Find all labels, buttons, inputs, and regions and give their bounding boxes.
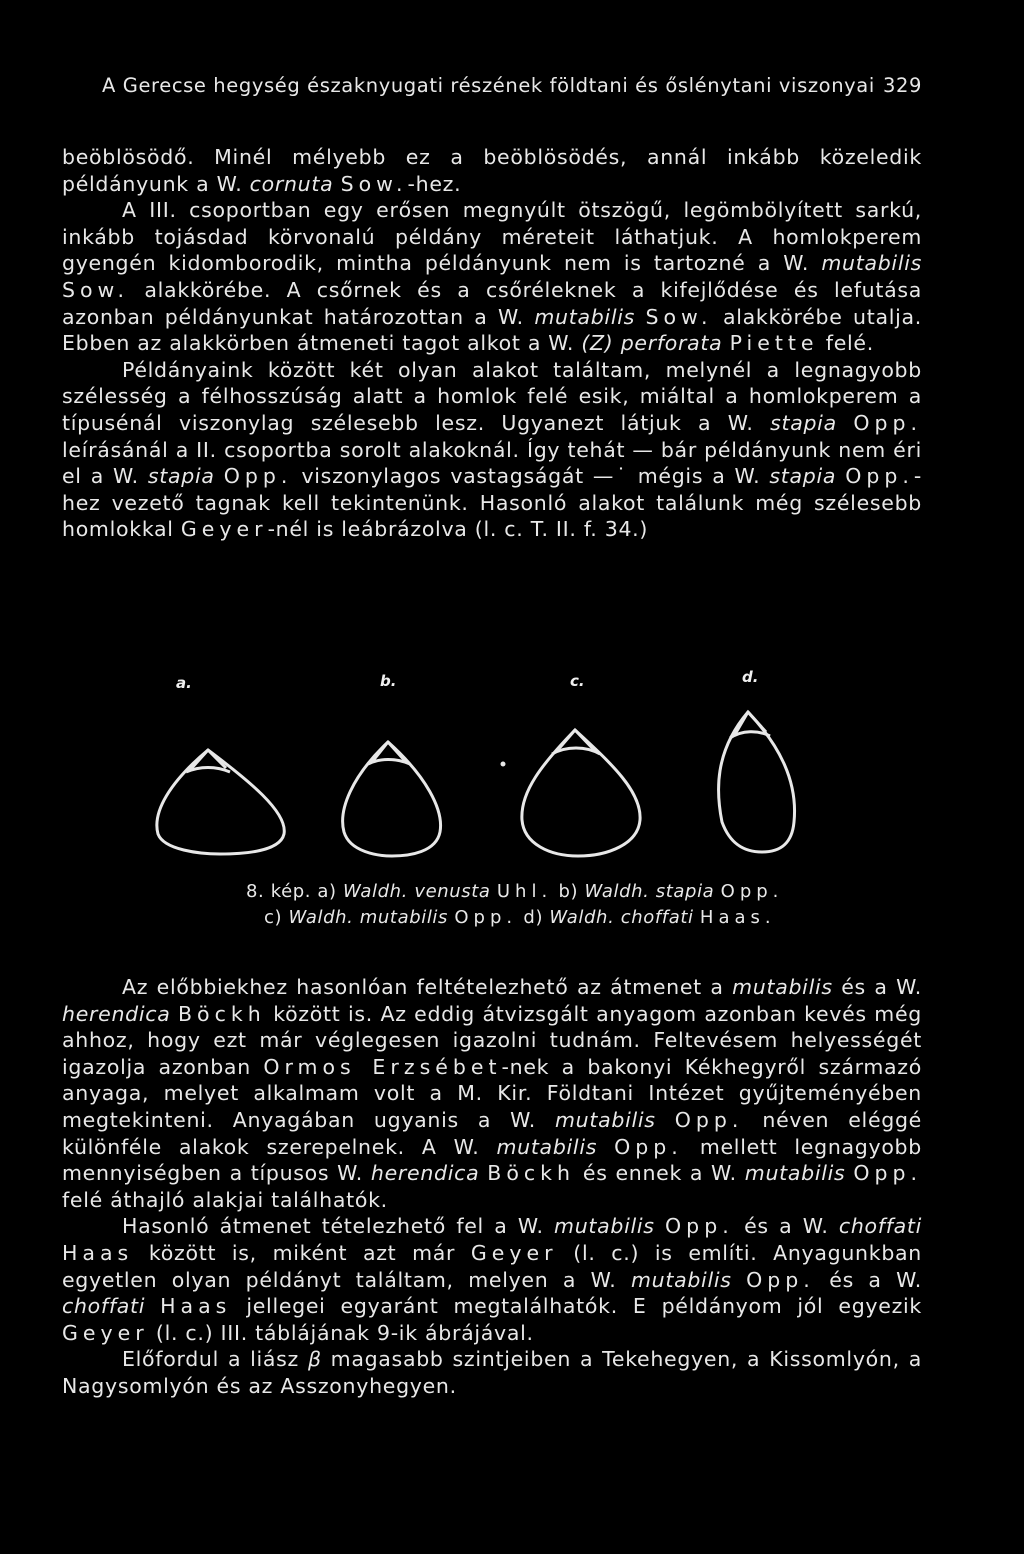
- figure-caption-line-1: [246, 880, 866, 904]
- italic-text: mutabilis: [555, 1107, 656, 1132]
- text-run: [215, 464, 224, 488]
- spaced-name: Geyer: [62, 1320, 149, 1345]
- text-run: jellegei egyaránt megtalálhatók. E példányom jól egyezik: [231, 1294, 922, 1319]
- text-run: alakkörébe. A csőrnek és a csőréleknek a kifejlődése és lefutása azonban példányunkat határozottan a W.: [62, 277, 922, 329]
- text-run: Előfordul a liász: [122, 1347, 308, 1372]
- spaced-name: Opp.: [720, 881, 784, 902]
- spaced-name: Sow.: [62, 277, 129, 302]
- text-run: -hez.: [407, 171, 462, 196]
- text-run: viszonylagos vastagságát —˙ mégis a W.: [292, 464, 770, 489]
- italic-text: mutabilis: [732, 975, 833, 999]
- text-run: és a W.: [733, 1214, 839, 1239]
- paragraph: [62, 1213, 922, 1346]
- text-run: b): [552, 881, 585, 902]
- text-run: között is. Az eddig átvizsgált anyagom azonban kevés még ahhoz, hogy ezt már véglegesen igazolni tudnám. Feltevésem helyességét igazolja azonban: [62, 1001, 923, 1079]
- spaced-name: Opp.: [223, 464, 293, 489]
- spaced-name: Ormos Erzsébet: [263, 1054, 502, 1079]
- figure-8: [130, 668, 810, 862]
- italic-text: Waldh. stapia: [584, 881, 715, 902]
- spaced-name: Piette: [729, 331, 819, 356]
- body-text-top: [62, 144, 922, 543]
- text-run: leírásánál a II. csoportba sorolt alakoknál. Így tehát — bár példányunk nem éri el a W.: [62, 437, 922, 489]
- text-run: [635, 305, 645, 329]
- text-run: és a W.: [832, 975, 922, 999]
- text-run: néven eléggé különféle alakok szerepelnek. A W.: [62, 1107, 922, 1159]
- text-run: között is, miként azt már: [133, 1240, 471, 1265]
- paragraph: [62, 1346, 922, 1399]
- text-run: (l. c.) is említi. Anyagunkban egyetlen olyan példányt találtam, melyen a W.: [62, 1240, 922, 1292]
- italic-text: herendica: [62, 1001, 171, 1026]
- spaced-name: Opp.: [853, 410, 922, 435]
- text-run: felé áthajló alakjai találhatók.: [62, 1187, 388, 1212]
- outline-a: [157, 750, 284, 854]
- italic-text: mutabilis: [630, 1267, 732, 1292]
- text-run: 8. kép. a): [246, 881, 343, 902]
- text-run: magasabb szintjeiben a Tekehegyen, a Kissomlyón, a Nagysomlyón és az Asszonyhegyen.: [62, 1347, 922, 1398]
- italic-text: Waldh. mutabilis: [288, 907, 449, 928]
- outline-c: [522, 730, 640, 856]
- spaced-name: Opp.: [614, 1134, 683, 1159]
- running-header: [102, 74, 922, 97]
- brachiopod-outlines: [130, 672, 810, 862]
- text-run: (l. c.) III. táblájának 9-ik ábrájával.: [148, 1320, 534, 1345]
- figure-caption-line-2: [264, 906, 884, 930]
- figure-label-d: d.: [742, 668, 759, 686]
- italic-text: choffati: [62, 1294, 146, 1319]
- text-run: Hasonló átmenet tételezhető fel a W.: [122, 1214, 555, 1239]
- text-run: [170, 1002, 178, 1026]
- text-run: [597, 1135, 614, 1159]
- italic-text: mutabilis: [744, 1161, 846, 1186]
- paragraph: [62, 197, 922, 357]
- text-run: alakkörébe utalja. Ebben az alakkörben átmeneti tagot alkot a W.: [62, 304, 922, 356]
- italic-text: (Z) perforata: [581, 331, 723, 356]
- spaced-name: Opp.: [746, 1267, 815, 1292]
- paragraph: [62, 144, 922, 197]
- figure-label-c: c.: [570, 672, 585, 690]
- italic-text: Waldh. venusta: [343, 881, 491, 902]
- text-run: -nek a bakonyi Kékhegyről származó anyaga, melyet alkalmam volt a M. Kir. Földtani Intézet gyűjteményében megtekinteni. Anyagában ugyanis a W.: [62, 1054, 923, 1132]
- text-run: [722, 331, 729, 355]
- italic-text: Waldh. choffati: [549, 907, 694, 928]
- text-run: [837, 411, 853, 435]
- spaced-name: Opp.: [674, 1107, 744, 1132]
- outline-d: [719, 712, 795, 852]
- running-title: A Gerecse hegység északnyugati részének földtani és őslénytani viszonyai: [102, 74, 875, 97]
- spaced-name: Haas.: [699, 907, 776, 928]
- italic-text: stapia: [769, 464, 837, 489]
- spaced-name: Opp.: [454, 907, 518, 928]
- paragraph: [62, 974, 922, 1213]
- text-run: [656, 1108, 675, 1132]
- text-run: [836, 464, 845, 488]
- text-run: A III. csoportban egy erősen megnyúlt ötszögű, legömbölyített sarkú, inkább tojásdad körvonalú példány méreteit láthatjuk. A homlokperem gyengén kidomborodik, mintha példányunk nem is tartozné a W.: [62, 198, 922, 276]
- spaced-name: Geyer: [470, 1240, 558, 1265]
- paragraph: [62, 357, 922, 543]
- italic-text: mutabilis: [821, 251, 922, 276]
- page-number: 329: [882, 74, 922, 97]
- text-run: mellett legnagyobb mennyiségben a típusos W.: [62, 1134, 922, 1186]
- text-run: c): [264, 907, 289, 928]
- text-run: -nél is leábrázolva (l. c. T. II. f. 34.): [267, 517, 649, 542]
- text-run: felé.: [818, 331, 874, 356]
- outline-b: [343, 742, 441, 856]
- italic-text: stapia: [147, 464, 215, 489]
- text-run: d): [517, 907, 550, 928]
- spaced-name: Geyer: [180, 517, 268, 542]
- text-run: beöblösödő. Minél mélyebb ez a beöblösödés, annál inkább közeledik példányunk a W.: [62, 145, 922, 196]
- italic-text: choffati: [838, 1214, 923, 1239]
- spaced-name: Böckh: [487, 1161, 575, 1186]
- italic-text: mutabilis: [534, 304, 636, 329]
- spaced-name: Haas: [160, 1294, 232, 1319]
- figure-label-b: b.: [380, 672, 397, 690]
- spaced-name: Uhl.: [496, 881, 553, 902]
- figure-label-a: a.: [176, 674, 192, 692]
- spaced-name: Böckh: [177, 1001, 266, 1026]
- text-run: és a W.: [814, 1267, 923, 1292]
- italic-text: mutabilis: [554, 1214, 655, 1239]
- spaced-name: Opp.: [665, 1214, 734, 1239]
- text-run: -hez vezető tagnak kell tekintenünk. Hasonló alakot találunk még szélesebb homlokkal: [62, 464, 923, 542]
- text-run: Példányaink között két olyan alakot találtam, melynél a legnagyobb szélesség a félhosszúság alatt a homlok felé esik, miáltal a homlokperem a típusénál viszonylag szélesebb lesz. Ugyanezt látjuk a W.: [62, 357, 922, 435]
- italic-text: β: [307, 1347, 322, 1372]
- text-run: [655, 1214, 665, 1238]
- text-run: [732, 1268, 746, 1292]
- text-run: [333, 172, 340, 196]
- text-run: és ennek a W.: [575, 1161, 745, 1186]
- spaced-name: Opp.: [845, 464, 914, 489]
- spaced-name: Haas: [62, 1240, 134, 1265]
- spaced-name: Sow.: [340, 171, 408, 196]
- body-text-bottom: [62, 974, 922, 1400]
- text-run: Az előbbiekhez hasonlóan feltételezhető az átmenet a: [122, 975, 733, 999]
- italic-text: mutabilis: [496, 1134, 598, 1159]
- spaced-name: Sow.: [645, 304, 713, 329]
- italic-text: cornuta: [249, 171, 334, 196]
- italic-text: herendica: [370, 1161, 480, 1186]
- italic-text: stapia: [770, 410, 837, 435]
- spaced-name: Opp.: [853, 1161, 923, 1186]
- text-run: [145, 1294, 160, 1318]
